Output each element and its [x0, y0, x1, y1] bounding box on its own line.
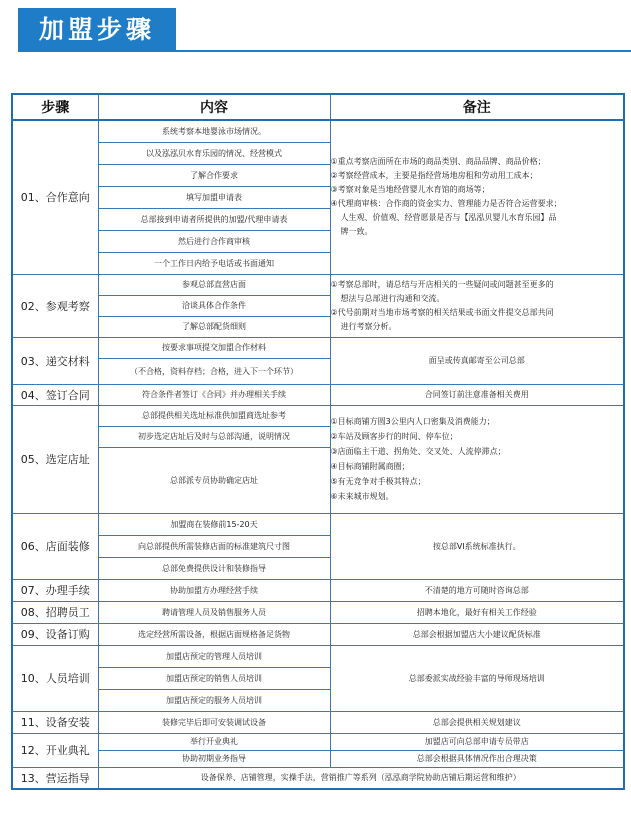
table-header-row — [12, 94, 624, 120]
step-cell: 11、设备安装 — [12, 711, 98, 733]
table-row — [12, 405, 624, 426]
content-cell: 加盟店预定的销售人员培训 — [98, 667, 330, 689]
page-title: 加盟步骤 — [18, 8, 176, 52]
table-row — [12, 274, 624, 295]
step-cell: 12、开业典礼 — [12, 733, 98, 767]
note-line: ③考察对象是当地经营婴儿水育馆的商场等； — [330, 185, 490, 195]
step-cell: 06、店面装修 — [12, 513, 98, 579]
content-cell: 参观总部直营店面 — [98, 274, 330, 295]
note-line: ②考察经营成本，主要是指经营场地房租和劳动用工成本； — [330, 171, 538, 181]
table-row — [12, 767, 624, 789]
content-cell: 设备保养、店铺管理，实操手法，营销推广等系列（泓泓商学院协助店铺后期运营和维护） — [98, 767, 624, 789]
step-cell: 05、选定店址 — [12, 405, 98, 513]
note-line: ④目标商铺附属商圈； — [330, 462, 410, 471]
content-cell: 选定经营所需设备，根据店面规格备足货物 — [98, 623, 330, 645]
column-header-note: 备注 — [330, 94, 624, 120]
header-rule — [176, 50, 631, 52]
content-cell: 填写加盟申请表 — [98, 186, 330, 208]
content-cell: 总部接到申请者所提供的加盟/代理申请表 — [98, 208, 330, 230]
step-cell: 09、设备订购 — [12, 623, 98, 645]
column-header-step: 步骤 — [12, 94, 98, 120]
table-row — [12, 513, 624, 535]
table-row — [12, 384, 624, 405]
note-cell: 合同签订前注意准备相关费用 — [330, 384, 624, 405]
note-cell: 按总部VI系统标准执行。 — [330, 513, 624, 579]
content-cell: 然后进行合作商审核 — [98, 230, 330, 252]
content-cell: 举行开业典礼 — [98, 733, 330, 750]
table-row — [12, 601, 624, 623]
table-row — [12, 579, 624, 601]
content-cell: 符合条件者签订《合同》并办理相关手续 — [98, 384, 330, 405]
note-line: ①考察总部时，请总结与开店相关的一些疑问或问题甚至更多的 — [330, 279, 554, 289]
content-cell: 了解总部配货细则 — [98, 316, 330, 337]
content-cell: 按要求事项提交加盟合作材料 — [98, 337, 330, 358]
note-cell — [330, 405, 624, 513]
step-cell: 13、营运指导 — [12, 767, 98, 789]
table-row — [12, 711, 624, 733]
note-cell: 面呈或传真邮寄至公司总部 — [330, 337, 624, 384]
step-cell: 01、合作意向 — [12, 120, 98, 274]
step-cell: 04、签订合同 — [12, 384, 98, 405]
column-header-content: 内容 — [98, 94, 330, 120]
table-row — [12, 733, 624, 750]
note-cell: 不清楚的地方可随时咨询总部 — [330, 579, 624, 601]
note-cell — [330, 274, 624, 337]
note-cell: 总部会提供相关规划建议 — [330, 711, 624, 733]
content-cell: 初步选定店址后及时与总部沟通，说明情况 — [98, 426, 330, 447]
content-cell: 加盟店预定的管理人员培训 — [98, 645, 330, 667]
content-cell: 加盟店预定的服务人员培训 — [98, 689, 330, 711]
content-cell: 协助加盟方办理经营手续 — [98, 579, 330, 601]
note-line: ②车站及顾客步行的时间、停车位； — [330, 432, 458, 441]
note-line: ⑤有无竞争对手极其特点； — [330, 477, 426, 486]
content-cell: 总部派专员协助确定店址 — [98, 447, 330, 513]
note-line: 人生观、价值观、经营愿景是否与【泓泓贝婴儿水育乐园】品 — [340, 213, 557, 223]
note-line: 牌一致。 — [340, 227, 373, 237]
table-row — [12, 645, 624, 667]
note-line: ①目标商铺方圆3公里内人口密集及消费能力； — [330, 417, 495, 426]
step-cell: 07、办理手续 — [12, 579, 98, 601]
table-row — [12, 337, 624, 358]
content-cell: 装修完毕后即可安装调试设备 — [98, 711, 330, 733]
content-cell: 聘请管理人员及销售服务人员 — [98, 601, 330, 623]
step-cell: 10、人员培训 — [12, 645, 98, 711]
note-line: ⑥未来城市规划。 — [330, 492, 394, 501]
note-cell: 总部会根据加盟店大小建议配货标准 — [330, 623, 624, 645]
step-cell: 08、招聘员工 — [12, 601, 98, 623]
content-cell: 加盟商在装修前15-20天 — [98, 513, 330, 535]
note-line: ①重点考察店面所在市场的商品类别、商品品牌、商品价格； — [330, 157, 546, 167]
note-cell: 总部委派实战经验丰富的导师现场培训 — [330, 645, 624, 711]
step-cell: 03、递交材料 — [12, 337, 98, 384]
table-row — [12, 623, 624, 645]
content-cell: 向总部提供所需装修店面的标准建筑尺寸图 — [98, 535, 330, 557]
note-line: ③店面临主干道、拐角处、交叉处、人流停滞点； — [330, 447, 506, 456]
note-line: 想法与总部进行沟通和交流。 — [340, 293, 445, 303]
content-cell: 一个工作日内给予电话或书面通知 — [98, 252, 330, 274]
note-line: ②代号前期对当地市场考察的相关结果或书面文件提交总部共同 — [330, 307, 554, 317]
content-cell: 洽谈具体合作条件 — [98, 295, 330, 316]
content-cell: 总部提供相关选址标准供加盟商选址参考 — [98, 405, 330, 426]
table-row — [12, 750, 624, 767]
table-row — [12, 120, 624, 142]
content-cell: 协助初期业务指导 — [98, 750, 330, 767]
step-cell: 02、参观考察 — [12, 274, 98, 337]
content-cell: 系统考察本地婴泳市场情况。 — [98, 120, 330, 142]
note-cell: 总部会根据具体情况作出合理决策 — [330, 750, 624, 767]
note-cell: 加盟店可向总部申请专员带店 — [330, 733, 624, 750]
content-cell: 了解合作要求 — [98, 164, 330, 186]
content-cell: 总部免费提供设计和装修指导 — [98, 557, 330, 579]
note-line: ④代理商审核：合作商的资金实力、管理能力是否符合运营要求； — [330, 199, 562, 209]
note-cell — [330, 120, 624, 274]
header-band — [0, 0, 631, 58]
note-line: 进行考察分析。 — [340, 321, 397, 331]
steps-table — [11, 93, 625, 790]
content-cell: （不合格，资料存档；合格，进入下一个环节） — [98, 358, 330, 384]
note-cell: 招聘本地化，最好有相关工作经验 — [330, 601, 624, 623]
content-cell: 以及泓泓贝水育乐园的情况、经营模式 — [98, 142, 330, 164]
